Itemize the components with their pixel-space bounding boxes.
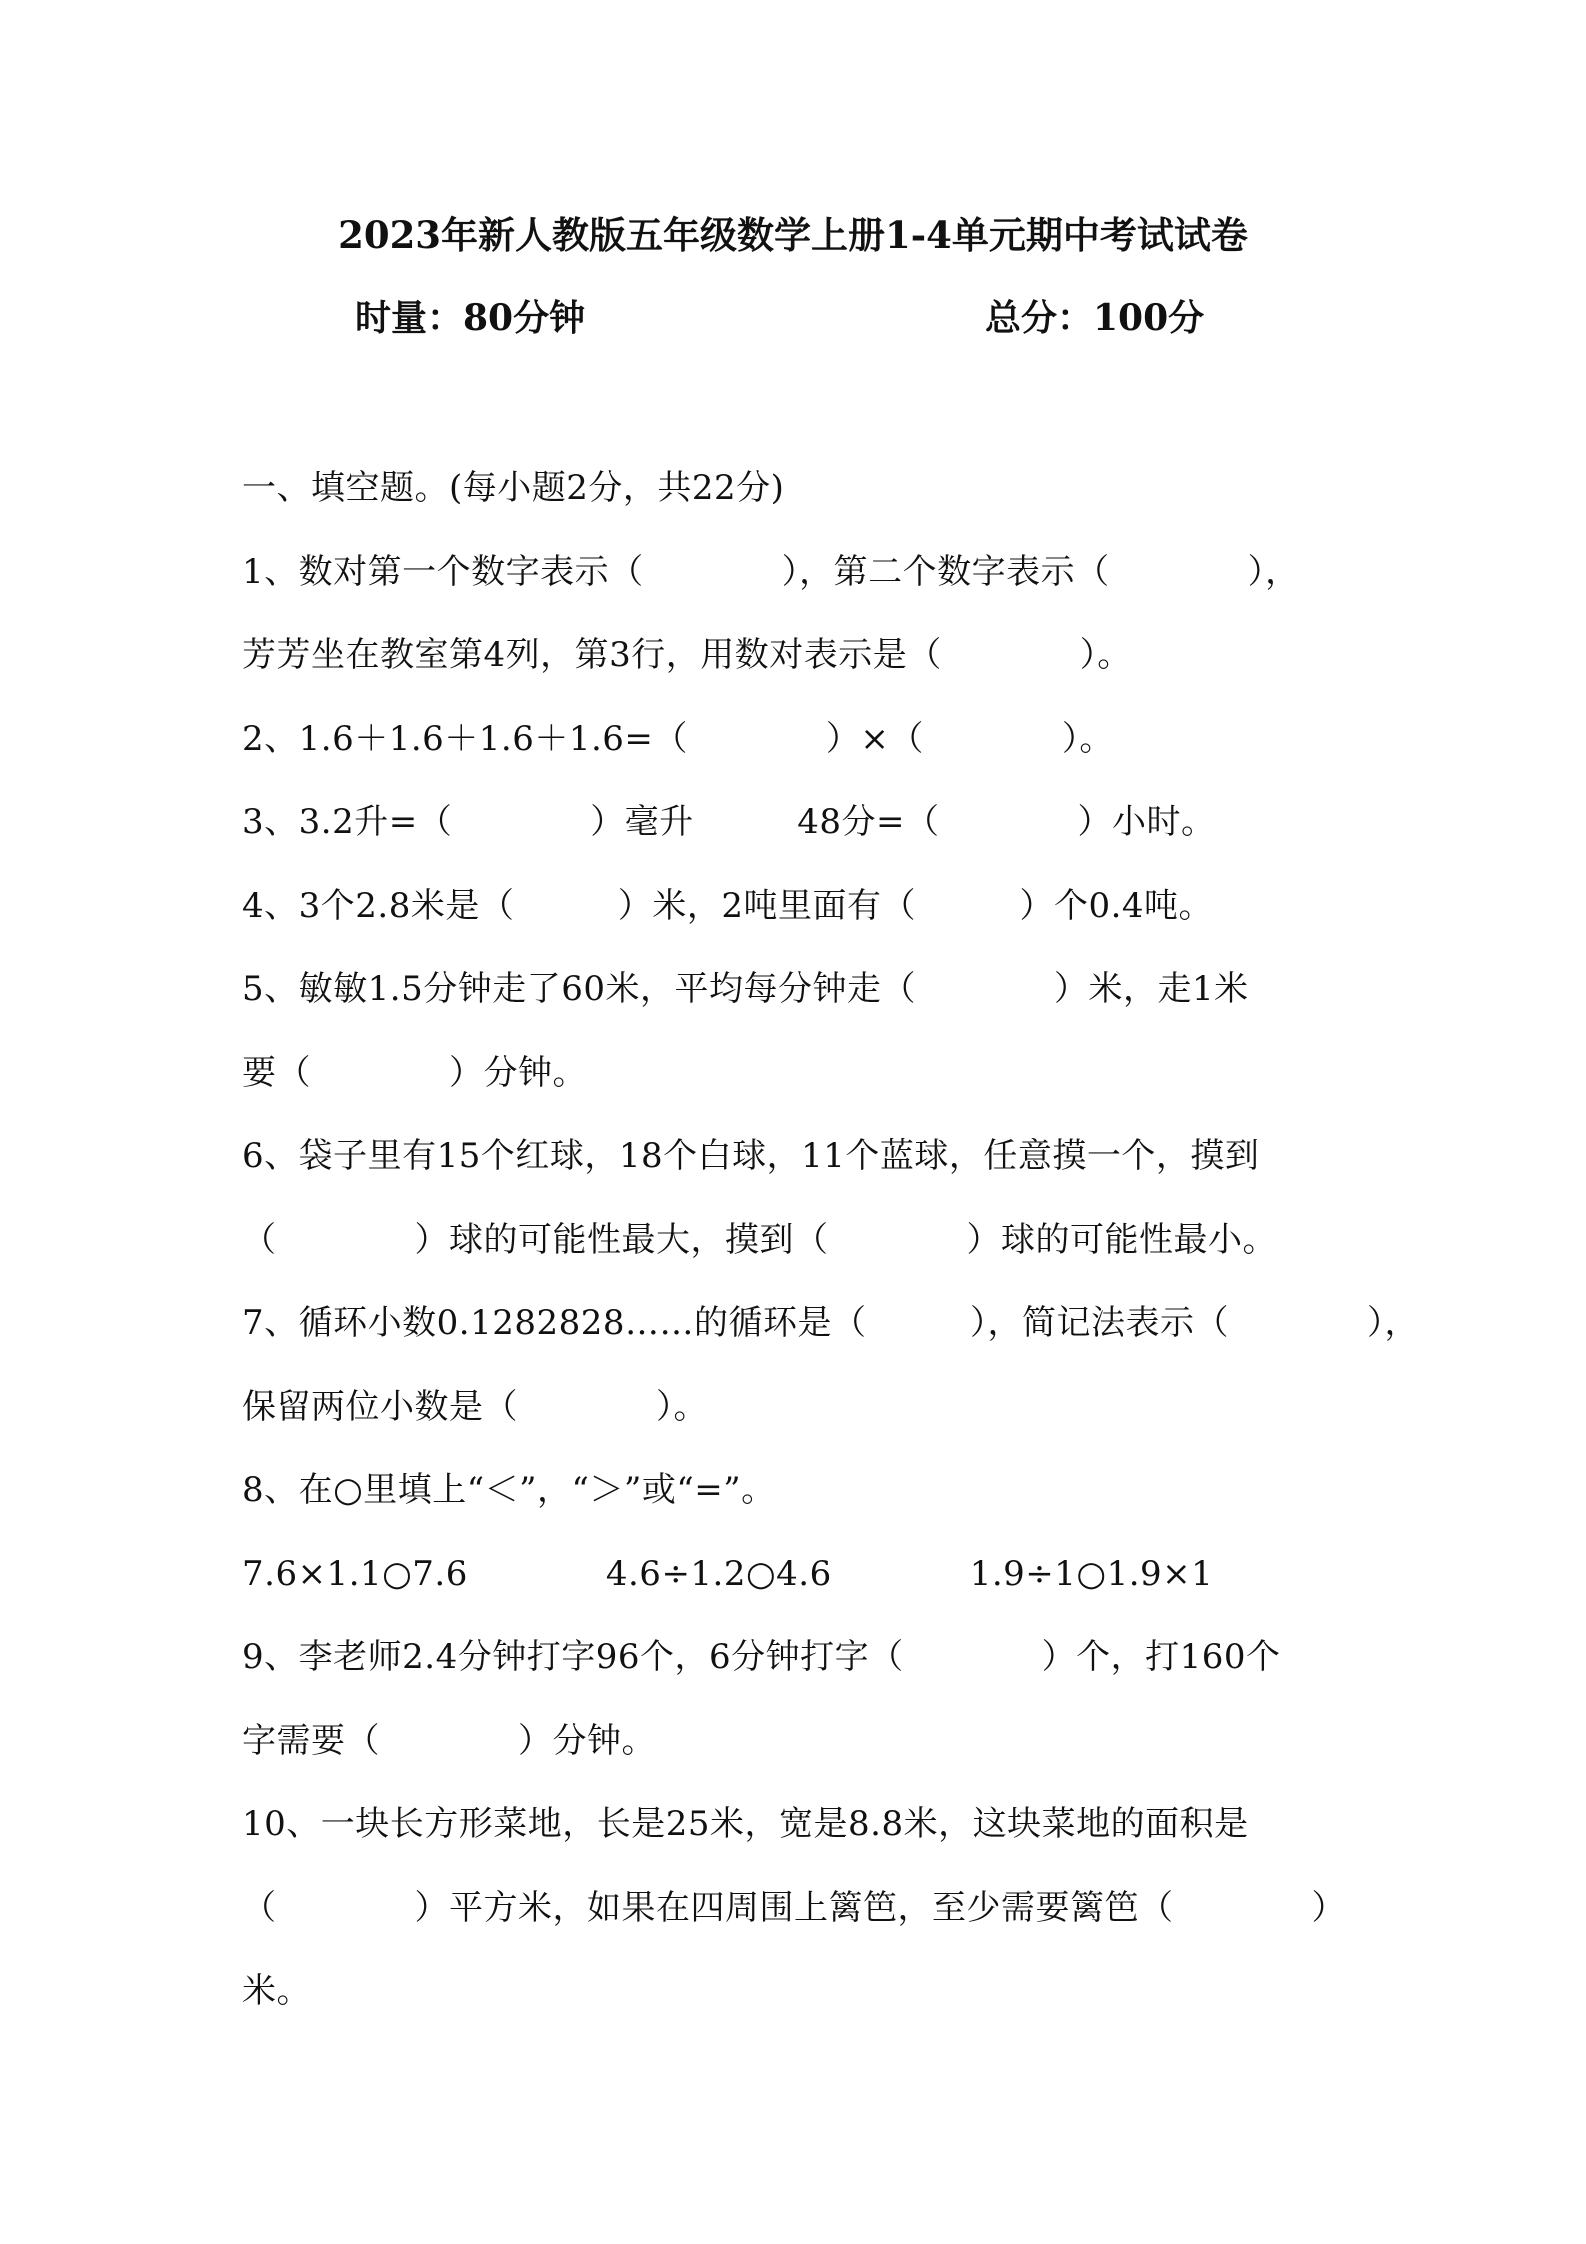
exam-title: 2023年新人教版五年级数学上册1-4单元期中考试试卷 bbox=[338, 213, 1248, 257]
question-line: 米。 bbox=[242, 1971, 311, 2011]
question-line: 6、袋子里有15个红球，18个白球，11个蓝球，任意摸一个，摸到 bbox=[242, 1136, 1260, 1176]
time-limit: 时量：80分钟 bbox=[355, 297, 586, 339]
question-line: 1、数对第一个数字表示（ ），第二个数字表示（ ）， bbox=[242, 551, 1300, 592]
question-line: 9、李老师2.4分钟打字96个，6分钟打字（ ）个，打160个 bbox=[242, 1637, 1281, 1677]
section-heading: 一、填空题。(每小题2分，共22分) bbox=[242, 468, 785, 508]
question-line: 5、敏敏1.5分钟走了60米，平均每分钟走（ ）米，走1米 bbox=[242, 969, 1249, 1009]
question-line: （ ）平方米，如果在四周围上篱笆，至少需要篱笆（ ） bbox=[242, 1887, 1346, 1928]
question-line: 芳芳坐在教室第4列，第3行，用数对表示是（ ）。 bbox=[242, 635, 1132, 675]
question-line: 3、3.2升=（ ）毫升 48分=（ ）小时。 bbox=[242, 802, 1216, 842]
question-line: （ ）球的可能性最大，摸到（ ）球的可能性最小。 bbox=[242, 1219, 1277, 1260]
question-section bbox=[242, 455, 1419, 2042]
question-line: 4、3个2.8米是（ ）米，2吨里面有（ ）个0.4吨。 bbox=[242, 885, 1214, 926]
question-line: 2、1.6＋1.6＋1.6＋1.6=（ ）×（ ）。 bbox=[242, 718, 1114, 759]
question-line: 字需要（ ）分钟。 bbox=[242, 1720, 656, 1761]
comparison-row: 7.6×1.1○7.6 4.6÷1.2○4.6 1.9÷1○1.9×1 bbox=[242, 1553, 1214, 1594]
question-line: 10、一块长方形菜地，长是25米，宽是8.8米，这块菜地的面积是 bbox=[242, 1804, 1249, 1844]
question-line: 8、在○里填上“＜”，“＞”或“=”。 bbox=[242, 1470, 776, 1510]
question-line: 要（ ）分钟。 bbox=[242, 1052, 587, 1093]
question-line: 保留两位小数是（ ）。 bbox=[242, 1386, 708, 1427]
total-score: 总分：100分 bbox=[985, 297, 1205, 339]
question-line: 7、循环小数0.1282828……的循环是（ ），简记法表示（ ）， bbox=[242, 1303, 1419, 1343]
